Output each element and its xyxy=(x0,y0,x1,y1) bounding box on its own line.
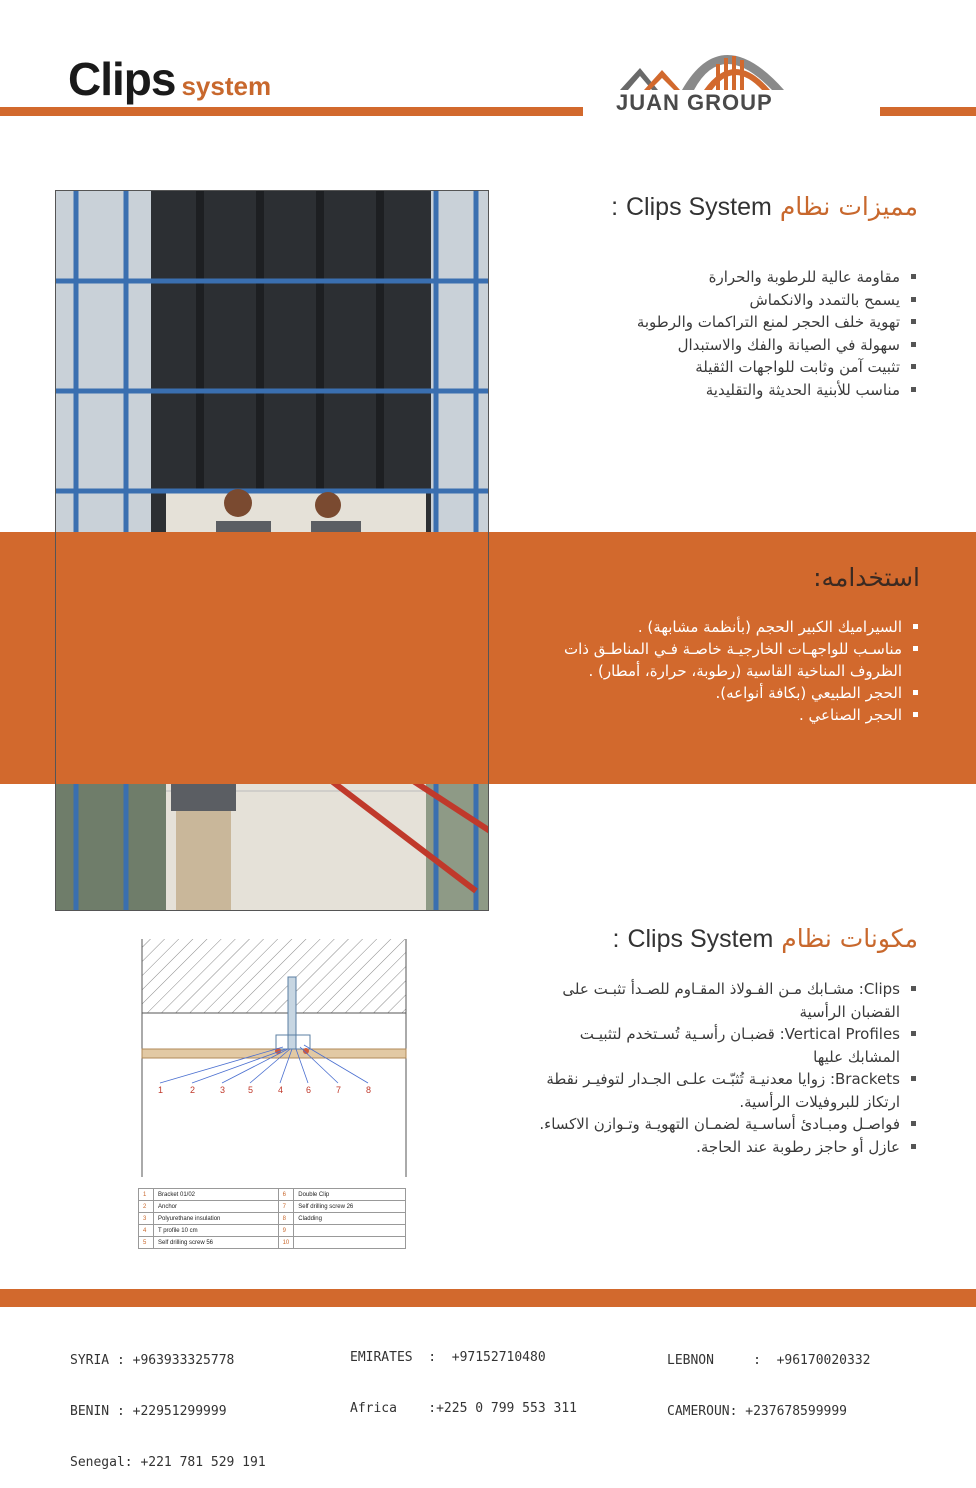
callout-3: 3 xyxy=(220,1085,226,1095)
components-title-en: Clips System xyxy=(627,925,774,953)
header-bar xyxy=(0,107,583,116)
features-list xyxy=(540,266,918,401)
list-item: يسمح بالتمدد والانكماش xyxy=(540,289,900,312)
legend-label: T profile 10 cm xyxy=(154,1225,279,1237)
footer-contacts-2 xyxy=(350,1315,577,1434)
components-list xyxy=(534,978,918,1158)
legend-number: 7 xyxy=(278,1201,294,1213)
legend-number: 2 xyxy=(139,1201,154,1213)
table-row xyxy=(139,1237,406,1249)
list-item: تهوية خلف الحجر لمنع التراكمات والرطوبة xyxy=(540,311,900,334)
components-title xyxy=(613,924,918,954)
list-item: عازل أو حاجز رطوبة عند الحاجة. xyxy=(534,1136,900,1159)
legend-label: Self drilling screw 26 xyxy=(294,1201,406,1213)
table-row xyxy=(139,1225,406,1237)
list-item: Vertical Profiles: قضبـان رأسـية تُسـتخدم لتثبيـت المشابك عليها xyxy=(534,1023,900,1068)
title-sub: system xyxy=(181,71,272,101)
usage-title: استخدامه: xyxy=(813,563,920,592)
contact-syria: SYRIA : +963933325778 xyxy=(70,1353,235,1368)
usage-list xyxy=(542,616,920,726)
legend-label: Self drilling screw 56 xyxy=(154,1237,279,1249)
technical-diagram xyxy=(138,937,408,1177)
legend-number: 4 xyxy=(139,1225,154,1237)
legend-number: 6 xyxy=(278,1189,294,1201)
table-row xyxy=(139,1189,406,1201)
page-title xyxy=(68,52,271,106)
contact-lebanon: LEBNON : +96170020332 xyxy=(667,1353,871,1368)
logo-text: JUAN GROUP xyxy=(616,90,773,115)
callout-2: 2 xyxy=(190,1085,196,1095)
features-title-colon: : xyxy=(611,193,619,221)
table-row xyxy=(139,1201,406,1213)
callout-7: 7 xyxy=(336,1085,342,1095)
legend-label xyxy=(294,1237,406,1249)
footer-contacts-3 xyxy=(667,1318,871,1437)
legend-label: Anchor xyxy=(154,1201,279,1213)
list-item: الحجر الصناعي . xyxy=(542,704,902,726)
callout-8: 8 xyxy=(366,1085,372,1095)
list-item: Clips: مشـابك مـن الفـولاذ المقـاوم للصـدأ تثبـت على القضبان الرأسية xyxy=(534,978,900,1023)
contact-senegal: Senegal: +221 781 529 191 xyxy=(70,1455,266,1470)
list-item: فواصـل ومبـادئ أساسـية لضمـان التهويـة وتـوازن الاكساء. xyxy=(534,1113,900,1136)
legend-label: Bracket 01/02 xyxy=(154,1189,279,1201)
callout-5: 5 xyxy=(248,1085,254,1095)
header-bar-right xyxy=(880,107,976,116)
list-item: السيراميك الكبير الحجم (بأنظمة مشابهة) . xyxy=(542,616,902,638)
list-item: Brackets: زوايا معدنيـة تُثبّـت علـى الجـدار لتوفيـر نقطة ارتكاز للبروفيلات الرأسية. xyxy=(534,1068,900,1113)
list-item: سهولة في الصيانة والفك والاستبدال xyxy=(540,334,900,357)
table-row xyxy=(139,1213,406,1225)
title-main: Clips xyxy=(68,53,176,105)
contact-africa: Africa :+225 0 799 553 311 xyxy=(350,1401,577,1416)
legend-label: Double Clip xyxy=(294,1189,406,1201)
legend-number: 10 xyxy=(278,1237,294,1249)
footer-bar xyxy=(0,1289,976,1307)
list-item: مناسب للأبنية الحديثة والتقليدية xyxy=(540,379,900,402)
legend-number: 9 xyxy=(278,1225,294,1237)
features-title xyxy=(611,192,918,222)
contact-cameroun: CAMEROUN: +237678599999 xyxy=(667,1404,848,1419)
legend-number: 8 xyxy=(278,1213,294,1225)
legend-number: 1 xyxy=(139,1189,154,1201)
features-title-ar: مميزات نظام xyxy=(779,192,918,221)
list-item: مقاومة عالية للرطوبة والحرارة xyxy=(540,266,900,289)
callout-6: 6 xyxy=(306,1085,312,1095)
list-item: مناسـب للواجهـات الخارجيـة خاصـة فـي المناطـق ذات الظروف المناخية القاسية (رطوبة، حرارة، أمطار) . xyxy=(542,638,902,682)
contact-benin: BENIN : +22951299999 xyxy=(70,1404,227,1419)
callout-4: 4 xyxy=(278,1085,284,1095)
diagram-legend-table xyxy=(138,1188,406,1249)
contact-emirates: EMIRATES : +97152710480 xyxy=(350,1350,546,1365)
footer-contacts-1 xyxy=(70,1318,266,1488)
components-title-ar: مكونات نظام xyxy=(781,924,918,953)
features-title-en: Clips System xyxy=(626,193,772,221)
legend-label xyxy=(294,1225,406,1237)
list-item: الحجر الطبيعي (بكافة أنواعه). xyxy=(542,682,902,704)
components-title-colon: : xyxy=(612,925,620,953)
legend-number: 3 xyxy=(139,1213,154,1225)
legend-number: 5 xyxy=(139,1237,154,1249)
callout-1: 1 xyxy=(158,1085,164,1095)
legend-label: Polyurethane insulation xyxy=(154,1213,279,1225)
list-item: تثبيت آمن وثابت للواجهات الثقيلة xyxy=(540,356,900,379)
legend-label: Cladding xyxy=(294,1213,406,1225)
